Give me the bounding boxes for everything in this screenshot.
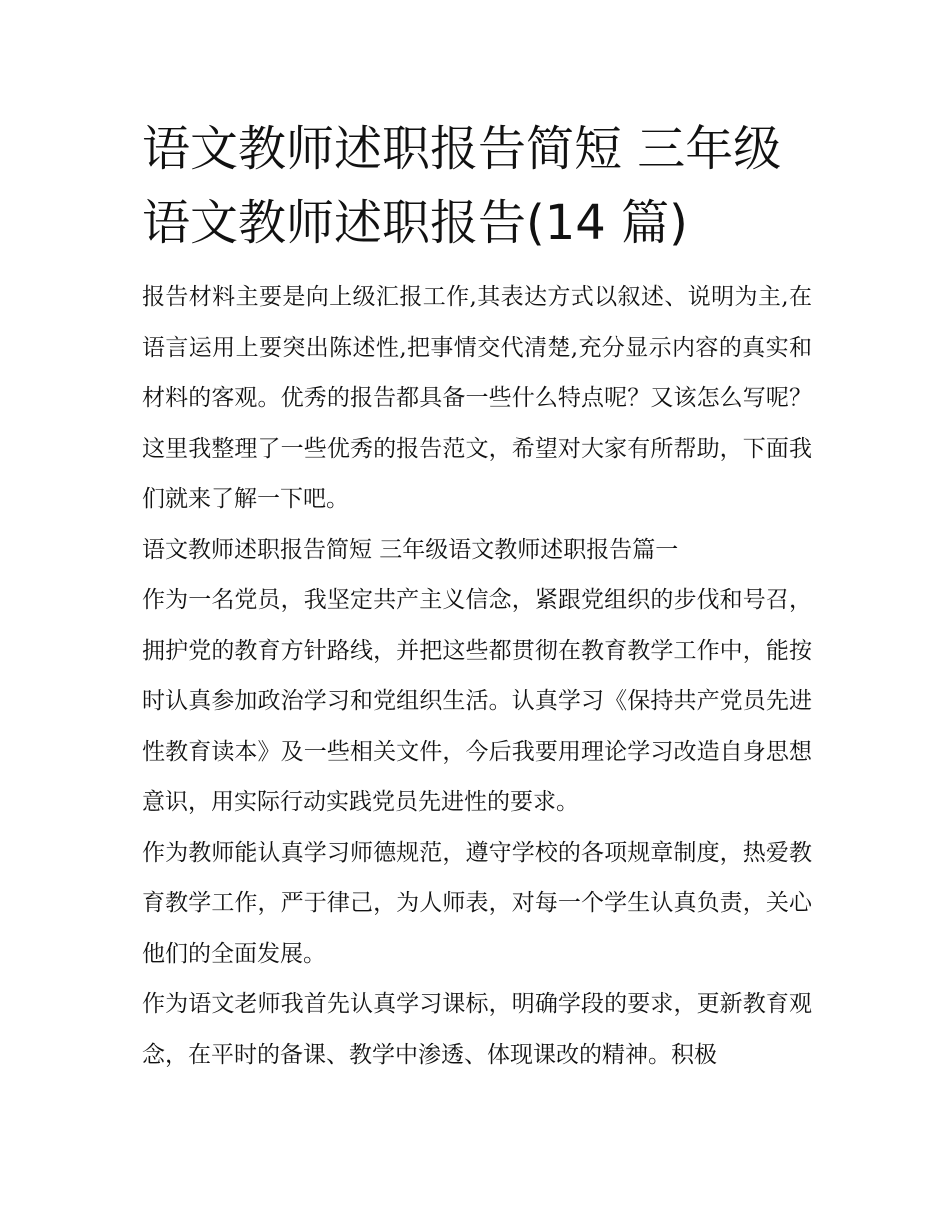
document-body bbox=[142, 112, 812, 1080]
intro-paragraph: 报告材料主要是向上级汇报工作,其表达方式以叙述、说明为主,在语言运用上要突出陈述性,把事情交代清楚,充分显示内容的真实和材料的客观。优秀的报告都具备一些什么特点呢？又该怎么写呢？这里我整理了一些优秀的报告范文，希望对大家有所帮助，下面我们就来了解一下吧。 bbox=[142, 284, 812, 512]
body-paragraph: 作为一名党员，我坚定共产主义信念，紧跟党组织的步伐和号召，拥护党的教育方针路线，并把这些都贯彻在教育教学工作中，能按时认真参加政治学习和党组织生活。认真学习《保持共产党员先进性教育读本》及一些相关文件，今后我要用理论学习改造自身思想意识，用实际行动实践党员先进性的要求。 bbox=[142, 587, 812, 815]
body-paragraph: 作为教师能认真学习师德规范，遵守学校的各项规章制度，热爱教育教学工作，严于律己，为人师表，对每一个学生认真负责，关心他们的全面发展。 bbox=[142, 839, 812, 967]
body-paragraph: 作为语文老师我首先认真学习课标，明确学段的要求，更新教育观念，在平时的备课、教学中渗透、体现课改的精神。积极 bbox=[142, 991, 812, 1068]
section-heading: 语文教师述职报告简短 三年级语文教师述职报告篇一 bbox=[142, 536, 679, 563]
document-title: 语文教师述职报告简短 三年级语文教师述职报告(14 篇) bbox=[142, 121, 782, 251]
